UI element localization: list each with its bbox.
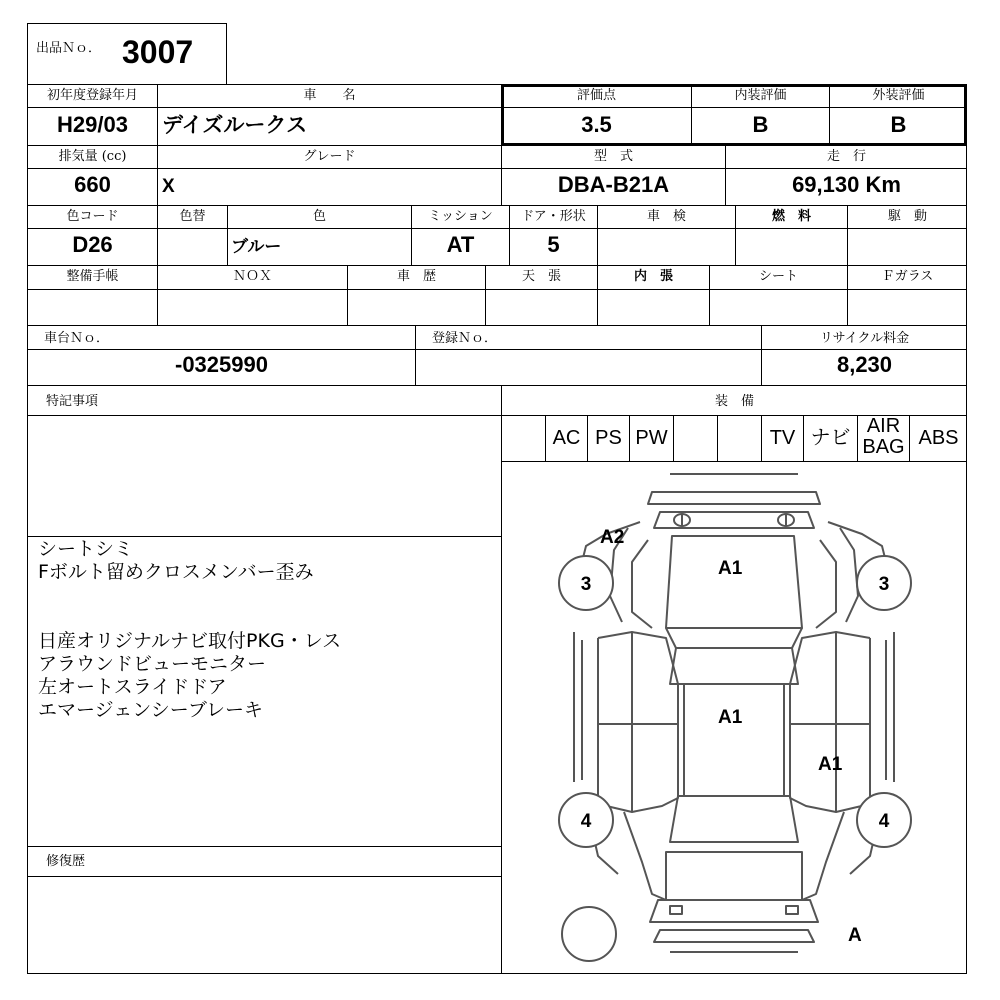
front-glass-label: Ｆガラス <box>881 269 934 284</box>
chassis-number-value: -0325990 <box>175 352 268 377</box>
chassis-number-label: 車台Ｎｏ． <box>44 331 110 346</box>
headliner-label: 天 張 <box>521 269 561 284</box>
nox-label: ＮＯＸ <box>232 269 272 284</box>
recycle-fee-label: リサイクル料金 <box>819 331 910 346</box>
score-value: 3.5 <box>581 112 612 137</box>
equipment-abs: ABS <box>918 427 959 449</box>
equipment-pw: PW <box>635 427 668 449</box>
equipment-navi: ナビ <box>810 427 851 449</box>
remark-line: アラウンドビューモニター <box>38 653 267 675</box>
transmission-label: ミッション <box>428 209 493 224</box>
exterior-rating-value: B <box>890 112 907 137</box>
car-damage-diagram <box>502 462 966 973</box>
interior-trim-label: 内 張 <box>633 269 673 284</box>
mileage-value: 69,130 Km <box>792 172 901 197</box>
color-code-value: D26 <box>72 232 113 257</box>
model-code-label: 型 式 <box>593 149 633 164</box>
remark-line: Fボルト留めクロスメンバー歪み <box>38 561 314 583</box>
first-registration-label: 初年度登録年月 <box>46 88 138 103</box>
vehicle-history-label: 車 歴 <box>396 269 436 284</box>
repaint-label: 色替 <box>179 209 206 224</box>
service-record-label: 整備手帳 <box>66 269 119 284</box>
car-name-label: 車 名 <box>303 88 356 103</box>
remark-line <box>38 584 498 630</box>
grade-label: グレード <box>303 149 356 164</box>
equipment-label: 装 備 <box>714 394 754 409</box>
remarks-label: 特記事項 <box>46 394 99 409</box>
fuel-label: 燃 料 <box>771 209 811 224</box>
exterior-rating-label: 外装評価 <box>872 88 925 103</box>
damage-mark-rear: A <box>848 925 862 946</box>
displacement-label: 排気量 (cc) <box>58 149 127 164</box>
equipment-ps: PS <box>595 427 622 449</box>
remark-line: シートシミ <box>38 538 134 560</box>
tire-rear-left-tread: 4 <box>580 811 592 832</box>
remark-line: 日産オリジナルナビ取付PKG・レス <box>38 630 342 652</box>
displacement-value: 660 <box>74 172 111 197</box>
repair-history-label: 修復歴 <box>46 854 86 869</box>
damage-mark-front-left: A2 <box>600 527 625 548</box>
transmission-value: AT <box>446 232 475 257</box>
equipment-airbag: AIR BAG <box>862 415 905 458</box>
remark-line: エマージェンシーブレーキ <box>38 699 264 721</box>
mileage-label: 走 行 <box>826 149 866 164</box>
inspection-label: 車 検 <box>646 209 686 224</box>
score-label: 評価点 <box>576 88 616 103</box>
interior-rating-label: 内装評価 <box>734 88 787 103</box>
drive-label: 駆 動 <box>887 209 927 224</box>
equipment-tv: TV <box>769 427 796 449</box>
first-registration-value: H29/03 <box>57 112 128 137</box>
color-code-label: 色コード <box>66 209 119 224</box>
color-value: ブルー <box>231 237 282 257</box>
remarks-lines <box>38 538 498 722</box>
damage-mark-roof: A1 <box>718 707 743 728</box>
lot-number: 3007 <box>122 34 194 70</box>
tire-rear-right-tread: 4 <box>878 811 890 832</box>
color-label: 色 <box>312 209 326 224</box>
remark-line: 左オートスライドドア <box>38 676 227 698</box>
registration-number-label: 登録Ｎｏ． <box>432 331 498 346</box>
equipment-ac: AC <box>552 427 581 449</box>
door-label: ドア・形状 <box>521 209 586 224</box>
tire-front-right-tread: 3 <box>878 574 890 595</box>
tire-front-left-tread: 3 <box>580 574 592 595</box>
interior-rating-value: B <box>752 112 769 137</box>
recycle-fee-value: 8,230 <box>836 352 893 377</box>
model-code-value: DBA-B21A <box>557 172 670 197</box>
lot-number-label: 出品Ｎｏ． <box>36 41 102 56</box>
door-value: 5 <box>547 232 560 257</box>
damage-mark-hood: A1 <box>718 558 743 579</box>
seat-label: シート <box>758 269 798 284</box>
car-name-value: デイズルークス <box>162 113 308 137</box>
damage-mark-right-door: A1 <box>818 754 843 775</box>
grade-value: X <box>162 176 175 197</box>
